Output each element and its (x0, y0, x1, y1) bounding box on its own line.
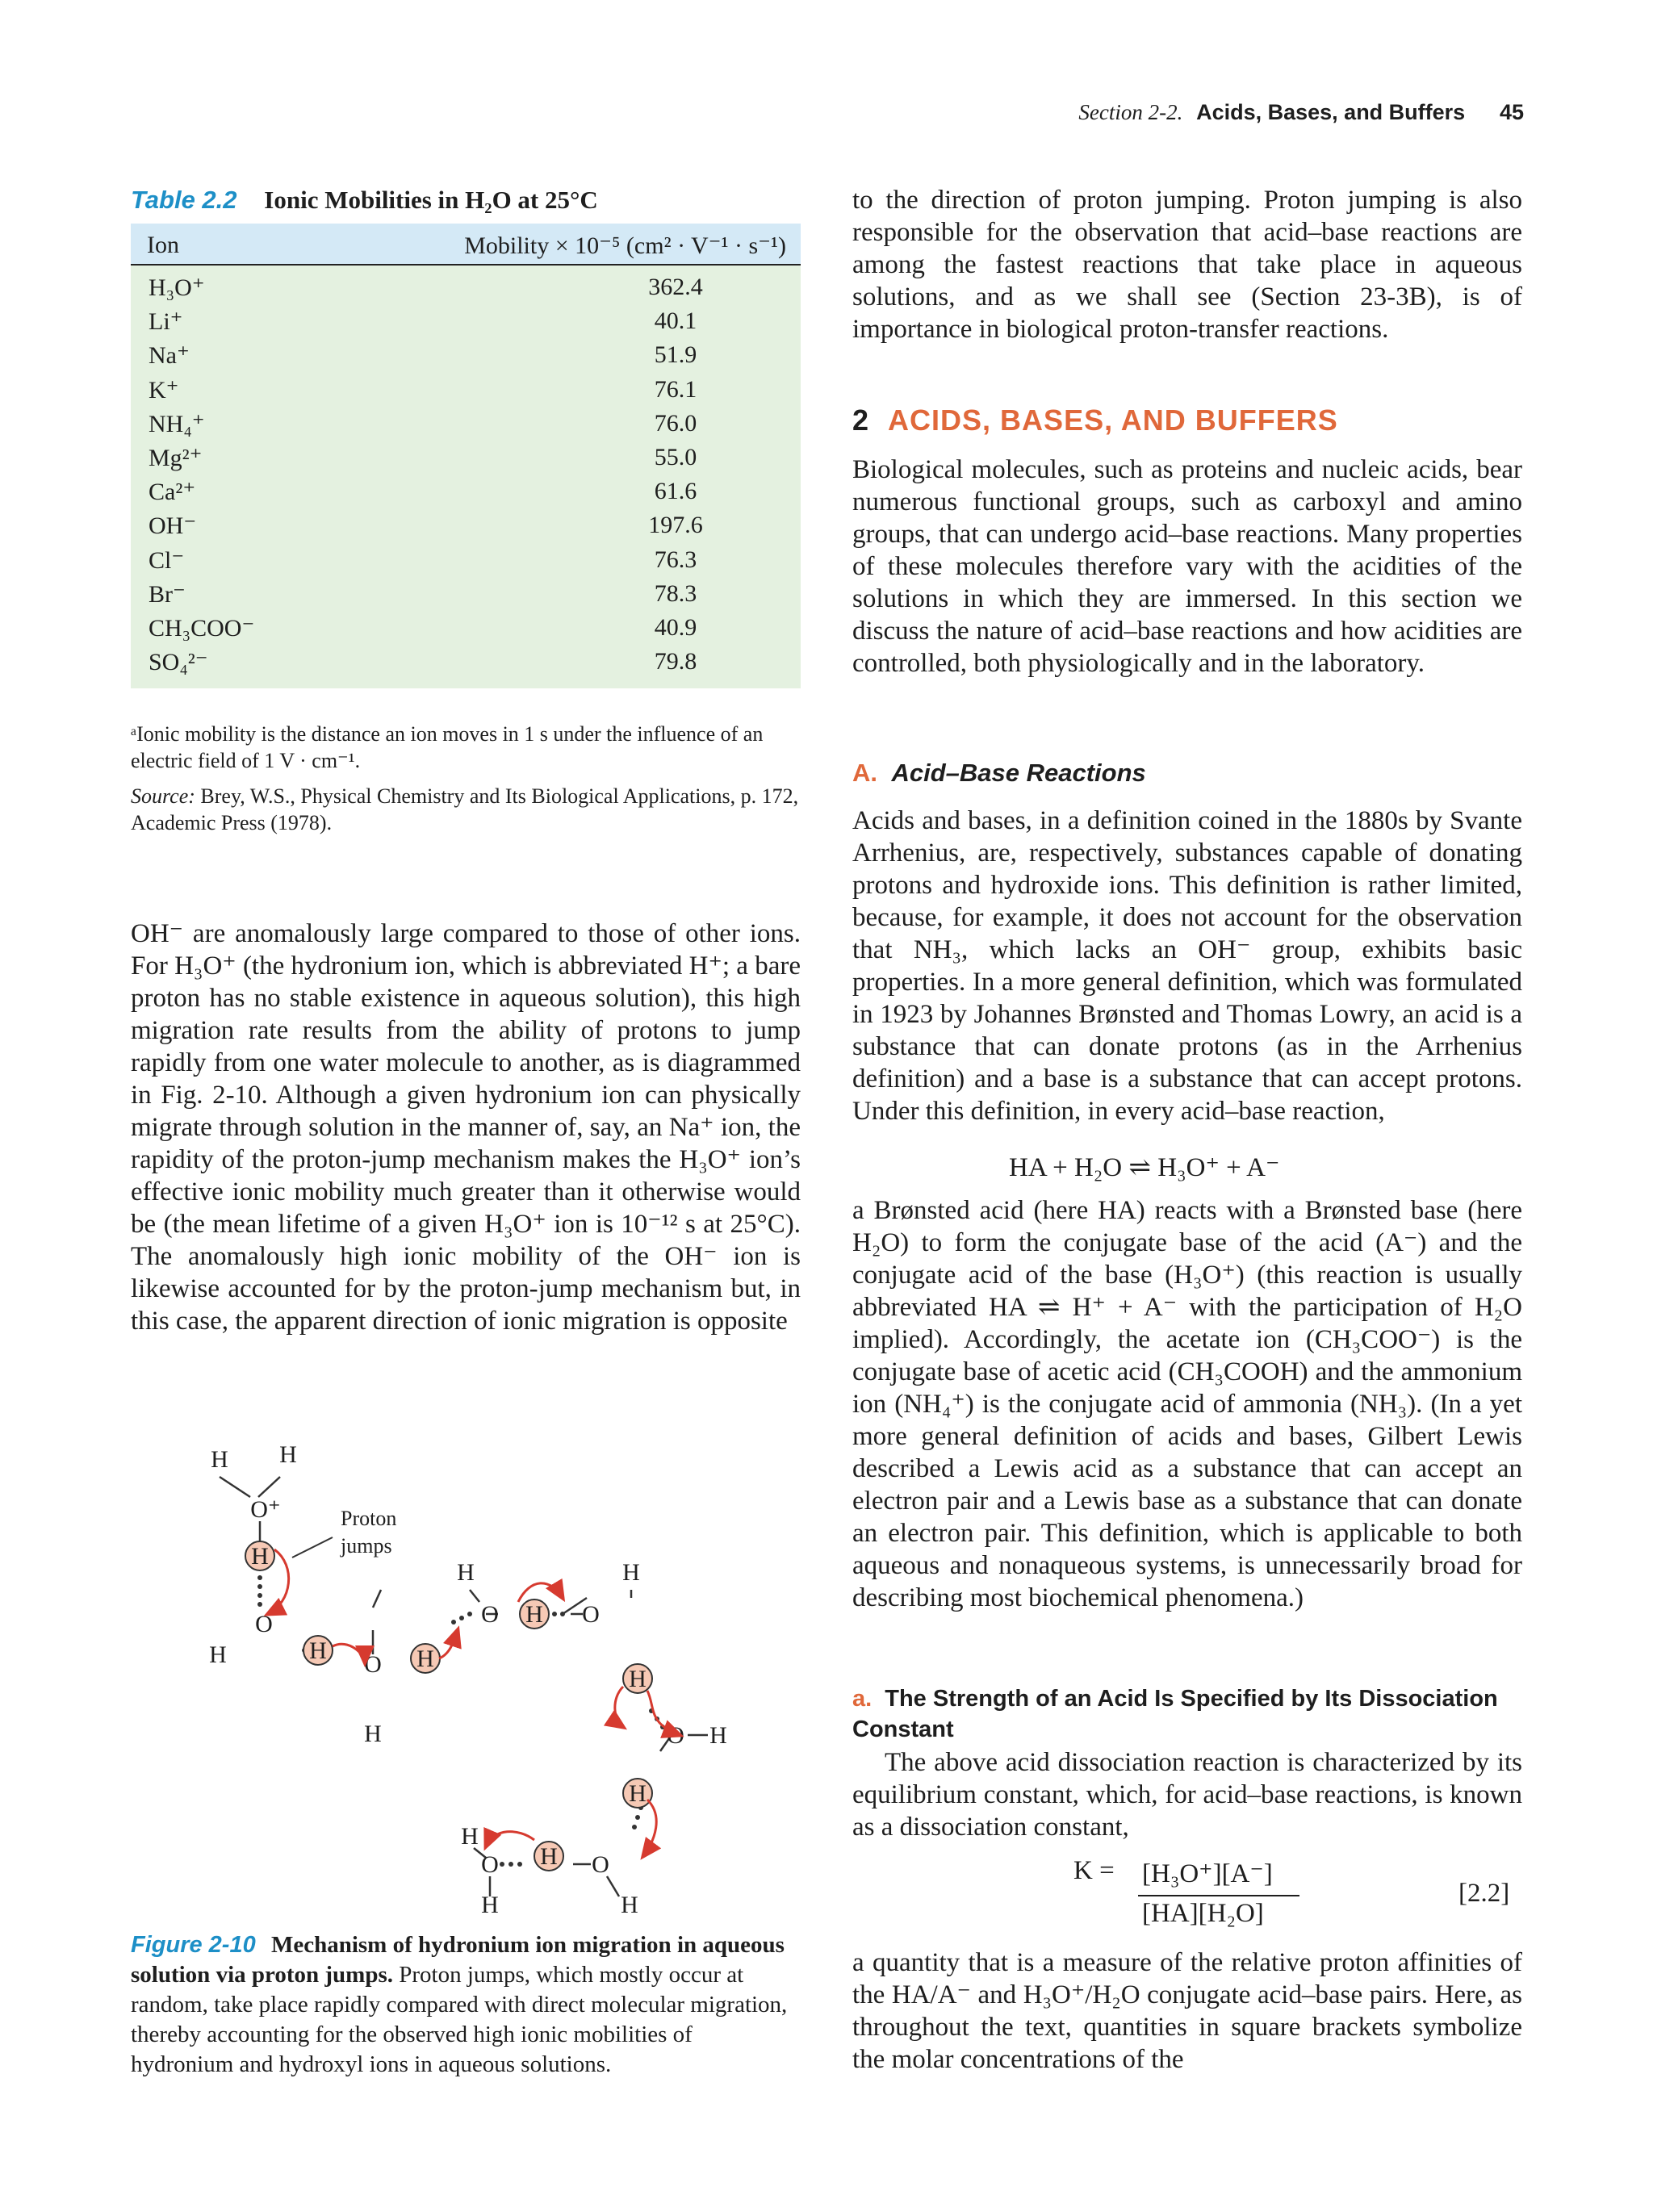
proton-jump-figure (131, 1420, 801, 1921)
column-header-mobility: Mobility × 10⁻⁵ (cm² · V⁻¹ · s⁻¹) (464, 232, 786, 259)
ion-cell: Na⁺ (149, 342, 190, 370)
ionic-mobility-table (131, 224, 801, 688)
source-text: Brey, W.S., Physical Chemistry and Its Biological Applications, p. 172, Academic Press (1978). (131, 784, 799, 834)
mobility-cell: 76.0 (654, 409, 697, 437)
k-equation-numerator: [H₃O⁺][A⁻] (1142, 1859, 1273, 1888)
atom-o: O (481, 1601, 499, 1628)
atom-h: H (622, 1559, 640, 1586)
mobility-cell: 51.9 (654, 341, 697, 369)
ion-cell: Ca²⁺ (149, 479, 196, 506)
table-row (131, 373, 801, 407)
table-footnote: ᵃIonic mobility is the distance an ion moves in 1 s under the influence of an electric field of 1 V · cm⁻¹. (131, 722, 764, 772)
header-title: Acids, Bases, and Buffers (1196, 100, 1466, 124)
table-row (131, 441, 801, 475)
mobility-cell: 79.8 (654, 648, 697, 675)
subsubsection-title: The Strength of an Acid Is Specified by Its Dissociation Constant (852, 1686, 1498, 1742)
atom-h: H (461, 1823, 479, 1850)
table-row (131, 270, 801, 304)
figure-caption-text: Proton jumps, which mostly occur at random, take place rapidly compared with direct molecular migration, thereby accounting for the observed high ionic mobilities of hydronium and hydroxyl ions in aqueous solutions. (131, 1962, 788, 2077)
table-title: Ionic Mobilities in H₂O at 25°C (264, 186, 598, 214)
table-row (131, 611, 801, 645)
mobility-cell: 197.6 (648, 512, 703, 539)
table-header-row (131, 224, 801, 266)
subsection-heading (852, 759, 1146, 788)
atom-o: O (582, 1601, 600, 1628)
mobility-cell: 40.9 (654, 613, 697, 641)
ion-cell: K⁺ (149, 376, 179, 404)
ion-cell: OH⁻ (149, 512, 197, 540)
table-row (131, 338, 801, 372)
ion-cell: Mg²⁺ (149, 444, 203, 471)
source-label: Source: (131, 784, 195, 808)
atom-o: O (481, 1851, 499, 1878)
figure-label: Figure 2-10 (131, 1932, 256, 1958)
atom-h: H (251, 1543, 269, 1570)
ion-cell: Br⁻ (149, 580, 186, 608)
fraction-bar (1138, 1895, 1299, 1896)
ion-cell: Cl⁻ (149, 546, 185, 574)
atom-h: H (629, 1666, 647, 1692)
reaction-equation: HA + H₂O ⇌ H₃O⁺ + A⁻ (1009, 1153, 1280, 1182)
atom-o: O (255, 1611, 273, 1637)
atom-o-plus: O⁺ (250, 1496, 281, 1523)
subsubsection-letter: a. (852, 1686, 873, 1712)
section-number: 2 (852, 404, 869, 437)
annotation-leader (292, 1537, 333, 1558)
mobility-cell: 61.6 (654, 478, 697, 505)
k-equation-denominator: [HA][H₂O] (1142, 1899, 1264, 1928)
figure-title: Mechanism of hydronium ion migration in aqueous solution via proton jumps. (131, 1932, 785, 1988)
table-row (131, 304, 801, 338)
atom-o: O (364, 1651, 382, 1678)
acid-base-definition-paragraph: Acids and bases, in a definition coined in the 1880s by Svante Arrhenius, are, respectively, substances capable of donating protons and hydroxide ions. This definition is rather limited, because, for example, it does not account for the observation that NH₃, which lacks an OH⁻ group, exhibits basic properties. In a more general definition, which was formulated in 1923 by Johannes Brønsted and Thomas Lowry, an acid is a substance that can donate protons (as in the Arrhenius definition) and a base is a substance that can accept protons. Under this definition, in every acid–base reaction, (852, 806, 1522, 1126)
atom-h: H (481, 1892, 499, 1918)
equation-number: [2.2] (1458, 1879, 1510, 1908)
mobility-cell: 40.1 (654, 307, 697, 335)
table-label: Table 2.2 (131, 186, 237, 214)
ion-cell: H₃O⁺ (149, 274, 205, 301)
table-row (131, 508, 801, 542)
atom-h: H (279, 1441, 297, 1468)
proton-circles (245, 1541, 652, 1871)
atom-o: O (592, 1851, 609, 1878)
table-row (131, 543, 801, 577)
mobility-cell: 362.4 (648, 274, 703, 300)
atom-h: H (621, 1892, 638, 1918)
atom-h: H (525, 1601, 543, 1628)
proton-jumps-annotation: Proton jumps (341, 1507, 397, 1558)
ion-cell: NH₄⁺ (149, 410, 205, 437)
ion-cell: CH₃COO⁻ (149, 614, 255, 642)
column-header-ion: Ion (147, 232, 179, 258)
table-caption (131, 186, 598, 215)
subsection-letter: A. (852, 759, 877, 787)
atom-h: H (211, 1446, 228, 1473)
section-title: ACIDS, BASES, AND BUFFERS (888, 404, 1338, 437)
atom-h: H (309, 1637, 327, 1664)
section-heading (852, 404, 1338, 437)
subsection-title: Acid–Base Reactions (891, 759, 1146, 787)
subsubsection-heading (852, 1683, 1522, 1745)
running-header (1078, 100, 1524, 125)
table-row (131, 475, 801, 508)
mobility-cell: 76.3 (654, 546, 697, 573)
atom-h: H (540, 1843, 558, 1870)
table-row (131, 577, 801, 611)
atom-h: H (457, 1559, 475, 1586)
header-section: Section 2-2. (1078, 100, 1183, 124)
atom-h: H (629, 1780, 647, 1807)
proton-jumping-paragraph: to the direction of proton jumping. Proton jumping is also responsible for the observation that acid–base reactions are among the fastest reactions that take place in aqueous solutions, and as we shall see (Section 23-3B), is of importance in biological proton-transfer reactions. (852, 186, 1522, 344)
dissociation-paragraph: The above acid dissociation reaction is characterized by its equilibrium constant, which, for acid–base reactions, is known as a dissociation constant, (852, 1748, 1522, 1842)
table-row (131, 407, 801, 441)
figure-caption (131, 1930, 801, 2080)
table-source (131, 783, 801, 836)
page-number: 45 (1499, 100, 1524, 124)
atom-h: H (364, 1721, 382, 1747)
mobility-cell: 78.3 (654, 579, 697, 607)
table-row (131, 645, 801, 679)
k-equation-lhs: K = (1073, 1856, 1115, 1885)
atom-h: H (416, 1645, 434, 1672)
mobility-cell: 55.0 (654, 443, 697, 470)
hydronium-paragraph: OH⁻ are anomalously large compared to those of other ions. For H₃O⁺ (the hydronium ion, which is abbreviated H⁺; a bare proton has no stable existence in aqueous solution), this high migration rate results from the ability of protons to jump rapidly from one water molecule to another, as is diagrammed in Fig. 2-10. Although a given hydronium ion can physically migrate through solution in the manner of, say, an Na⁺ ion, the rapidity of the proton-jump mechanism makes the H₃O⁺ ion’s effective ionic mobility much greater than it otherwise would be (the mean lifetime of a given H₃O⁺ ion is 10⁻¹² s at 25°C). The anomalously high ionic mobility of the OH⁻ ion is likewise accounted for by the proton-jump mechanism but, in this case, the apparent direction of ionic migration is opposite (131, 919, 801, 1336)
ion-cell: Li⁺ (149, 308, 183, 336)
bronsted-paragraph: a Brønsted acid (here HA) reacts with a Brønsted base (here H₂O) to form the conjugate base of the acid (A⁻) and the conjugate acid of the base (H₃O⁺) (this reaction is usually abbreviated HA ⇌ H⁺ + A⁻ with the participation of H₂O implied). Accordingly, the acetate ion (CH₃COO⁻) is the conjugate base of acetic acid (CH₃COOH) and the ammonium ion (NH₄⁺) is the conjugate acid of ammonia (NH₃). (In a yet more general definition of acids and bases, Gilbert Lewis described a Lewis acid as a substance that can accept an electron pair and a Lewis base as a substance that can donate an electron pair. This definition, which is applicable to both aqueous and nonaqueous systems, is unnecessarily broad for describing most biochemical phenomena.) (852, 1196, 1522, 1612)
quantity-paragraph: a quantity that is a measure of the relative proton affinities of the HA/A⁻ and H₃O⁺/H₂O conjugate acid–base pairs. Here, as throughout the text, quantities in square brackets symbolize the molar concentrations of the (852, 1948, 1522, 2074)
atom-h: H (709, 1722, 727, 1749)
mobility-cell: 76.1 (654, 375, 697, 403)
acids-intro-paragraph: Biological molecules, such as proteins and nucleic acids, bear numerous functional groups, such as carboxyl and amino groups, that can undergo acid–base reactions. Many properties of these molecules therefore vary with the acidities of the solutions in which they are immersed. In this section we discuss the nature of acid–base reactions and how acidities are controlled, both physiologically and in the laboratory. (852, 455, 1522, 678)
table-body (131, 266, 801, 688)
atom-h: H (209, 1641, 227, 1668)
atom-o: O (667, 1722, 684, 1749)
ion-cell: SO₄²⁻ (149, 649, 208, 676)
